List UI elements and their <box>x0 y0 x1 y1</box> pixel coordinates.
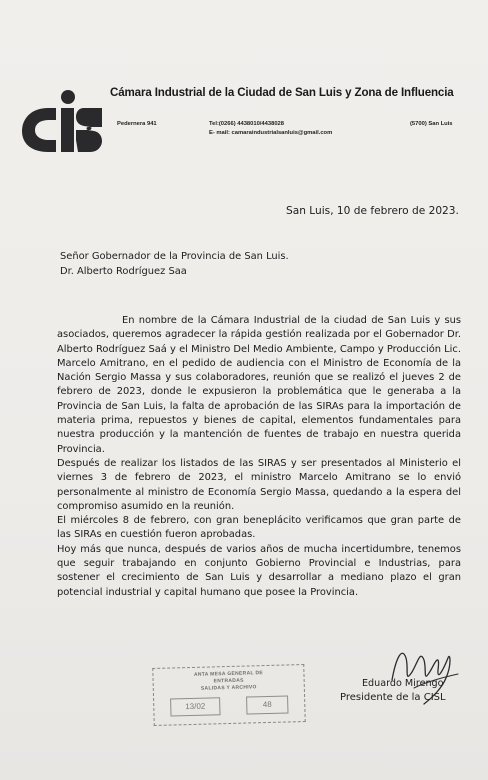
organization-name: Cámara Industrial de la Ciudad de San Luis y Zona de Influencia <box>110 86 454 99</box>
signatory-title: Presidente de la CISL <box>340 692 446 703</box>
body-paragraph-3: El miércoles 8 de febrero, con gran beneplácito verificamos que gran parte de las SIRAs en cuestión fueron aprobadas. <box>57 515 461 541</box>
city-text: (5700) San Luis <box>410 121 453 127</box>
stamp-line-1: ANTA MESA GENERAL DE <box>193 670 264 678</box>
stamp-line-3: SALIDAS Y ARCHIVO <box>200 684 257 692</box>
address-text: Pedernera 941 <box>117 121 157 127</box>
stamp-date-box: 13/02 <box>170 697 220 716</box>
letter-date: San Luis, 10 de febrero de 2023. <box>286 205 459 217</box>
body-paragraph-1: En nombre de la Cámara Industrial de la ciudad de San Luis y sus asociados, queremos agradecer la rápida gestión realizada por el Gobernador Dr. Alberto Rodríguez Saá y el Ministro Del Medio Ambiente, Campo y Producción Lic. Marcelo Amitrano, en el pedido de audiencia con el Ministro de Economía de la Nación Sergio Massa y sus colaboradores, reunión que se realizó el jueves 2 de febrero de 2023, donde le expusieron la problemática que le generaba a la Provincia de San Luis, la falta de aprobación de las SIRAs para la importación de materia prima, repuestos y bienes de capital, elementos fundamentales para nuestra producción y la mantención de fuentes de trabajo en nuestra querida Provincia. <box>57 315 461 455</box>
cis-logo <box>18 86 104 156</box>
contact-block <box>209 120 332 138</box>
stamp-number-box: 48 <box>246 695 288 714</box>
phone-text: Tel:(0266) 4438010/4438028 <box>209 121 284 127</box>
stamp-line-2: ENTRADAS <box>213 677 244 685</box>
body-paragraph-4: Hoy más que nunca, después de varios años de mucha incertidumbre, tenemos que seguir trabajando en conjunto Gobierno Provincial e Industrias, para sostener el crecimiento de San Luis y desarrollar a mediano plazo el gran potencial industrial y capital humano que posee la Provincia. <box>57 543 461 598</box>
recipient-line-1: Señor Gobernador de la Provincia de San Luis. <box>60 251 289 262</box>
body-paragraph-2: Después de realizar los listados de las SIRAS y ser presentados al Ministerio el viernes 3 de febrero de 2023, el ministro Marcelo Amitrano se lo envió personalmente al ministro de Economía Sergio Massa, quedando a la espera del compromiso asumido en la reunión. <box>57 457 461 512</box>
email-text: E- mail: camaraindustrialsanluis@gmail.com <box>209 130 333 136</box>
letter-body <box>57 314 461 600</box>
recipient-line-2: Dr. Alberto Rodríguez Saa <box>60 266 187 277</box>
reception-stamp <box>152 664 305 726</box>
signatory-name: Eduardo Mirengo <box>362 678 444 689</box>
